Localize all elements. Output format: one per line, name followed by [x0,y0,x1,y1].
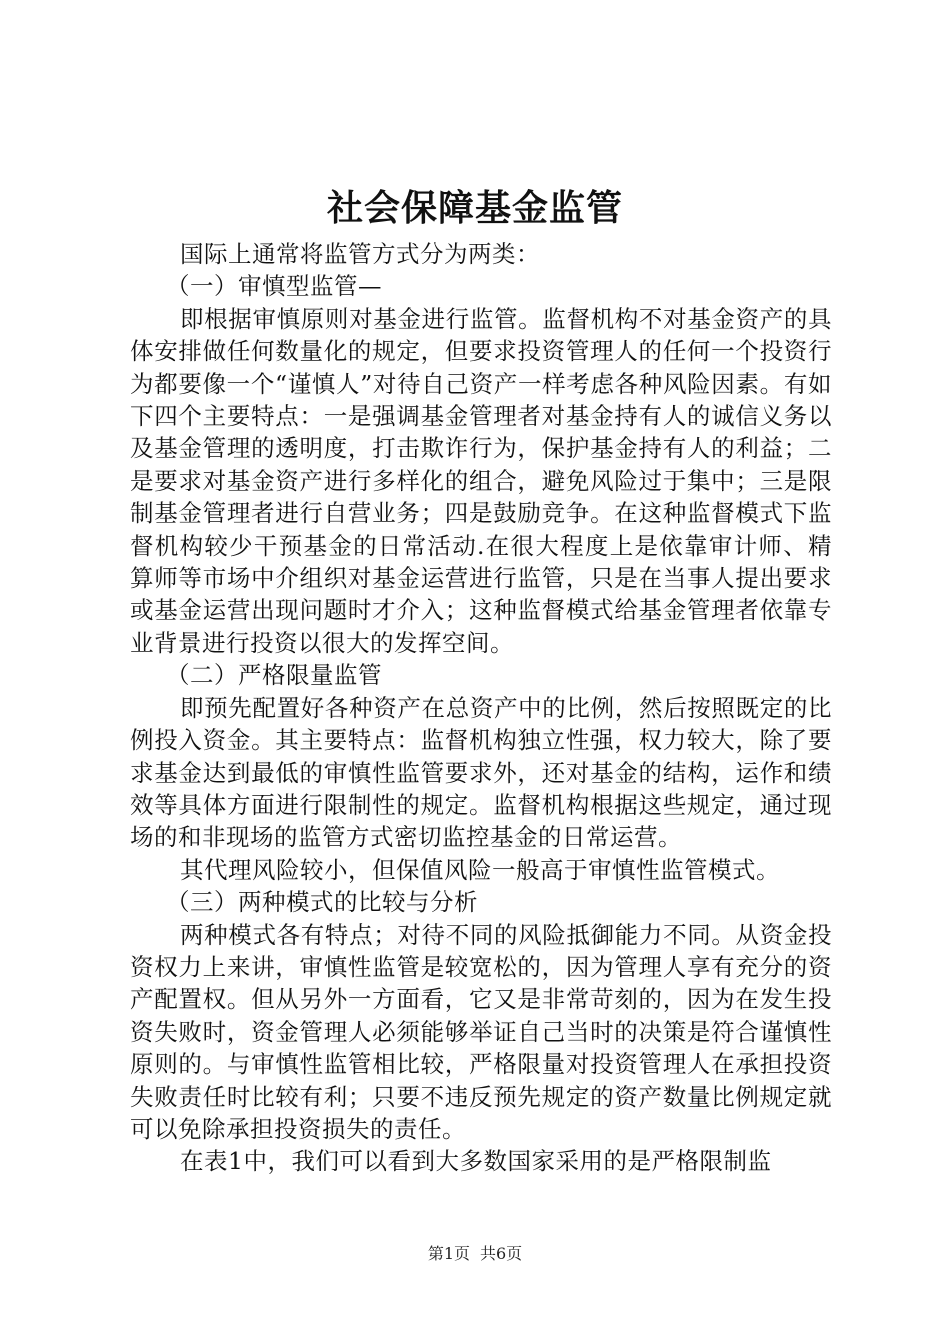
paragraph-strict-risk: 其代理风险较小，但保值风险一般高于审慎性监管模式。 [180,855,780,884]
page-total: 共6页 [480,1244,523,1263]
section-heading-prudent: （一）审慎型监管— [166,272,382,301]
page-number: 第1页 [427,1244,470,1263]
document-body [130,238,832,1178]
section-heading-comparison: （三）两种模式的比较与分析 [166,888,478,917]
page-footer [0,1243,950,1265]
paragraph-comparison: 两种模式各有特点；对待不同的风险抵御能力不同。从资金投资权力上来讲，审慎性监管是较宽松的，因为管理人享有充分的资产配置权。但从另外一方面看，它又是非常苛刻的，因为在发生投资失败时，资金管理人必须能够举证自己当时的决策是符合谨慎性原则的。与审慎性监管相比较，严格限量对投资管理人在承担投资失败责任时比较有利；只要不违反预先规定的资产数量比例规定就可以免除承担投资损失的责任。 [130,920,832,1143]
paragraph-intro: 国际上通常将监管方式分为两类： [180,240,540,268]
document-title: 社会保障基金监管 [326,187,623,229]
paragraph-table-ref: 在表1中，我们可以看到大多数国家采用的是严格限制监 [180,1147,772,1176]
paragraph-strict: 即预先配置好各种资产在总资产中的比例，然后按照既定的比例投入资金。其主要特点：监督机构独立性强，权力较大，除了要求基金达到最低的审慎性监管要求外，还对基金的结构，运作和绩效等具体方面进行限制性的规定。监督机构根据这些规定，通过现场的和非现场的监管方式密切监控基金的日常运营。 [130,693,832,852]
section-heading-strict: （二）严格限量监管 [166,661,382,690]
paragraph-prudent: 即根据审慎原则对基金进行监管。监督机构不对基金资产的具体安排做任何数量化的规定，但要求投资管理人的任何一个投资行为都要像一个“谨慎人”对待自己资产一样考虑各种风险因素。有如下四个主要特点：一是强调基金管理者对基金持有人的诚信义务以及基金管理的透明度，打击欺诈行为，保护基金持有人的利益；二是要求对基金资产进行多样化的组合，避免风险过于集中；三是限制基金管理者进行自营业务；四是鼓励竞争。在这种监督模式下监督机构较少干预基金的日常活动.在很大程度上是依靠审计师、精算师等市场中介组织对基金运营进行监管，只是在当事人提出要求或基金运营出现问题时才介入；这种监督模式给基金管理者依靠专业背景进行投资以很大的发挥空间。 [130,304,832,657]
